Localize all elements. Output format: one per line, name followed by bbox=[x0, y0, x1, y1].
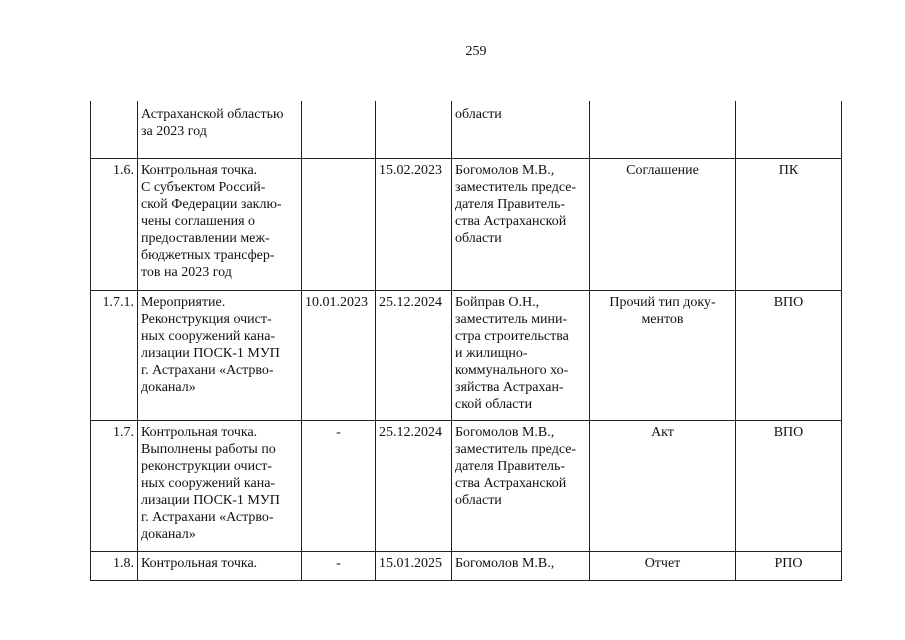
event-name: Контрольная точка. bbox=[138, 551, 302, 580]
end-date: 15.01.2025 bbox=[376, 551, 452, 580]
end-date: 25.12.2024 bbox=[376, 290, 452, 420]
event-name: Мероприятие. Реконструкция очист- ных сооружений кана- лизации ПОСК-1 МУП г. Астрахани «Астрво- доканал» bbox=[138, 290, 302, 420]
control-level: ВПО bbox=[736, 290, 842, 420]
start-date: - bbox=[302, 551, 376, 580]
end-date bbox=[376, 101, 452, 158]
row-number: 1.7. bbox=[91, 420, 138, 551]
table-row bbox=[91, 551, 842, 580]
table-row bbox=[91, 290, 842, 420]
start-date bbox=[302, 101, 376, 158]
responsible-person: области bbox=[452, 101, 590, 158]
row-number bbox=[91, 101, 138, 158]
row-number: 1.8. bbox=[91, 551, 138, 580]
responsible-person: Богомолов М.В., bbox=[452, 551, 590, 580]
start-date: - bbox=[302, 420, 376, 551]
row-number: 1.6. bbox=[91, 158, 138, 290]
responsible-person: Бойправ О.Н., заместитель мини- стра строительства и жилищно- коммунального хо- зяйства Астрахан- ской области bbox=[452, 290, 590, 420]
document-type: Отчет bbox=[590, 551, 736, 580]
table-row bbox=[91, 420, 842, 551]
event-name: Контрольная точка. С субъектом Россий- ской Федерации заклю- чены соглашения о предоставлении меж- бюджетных трансфер- тов на 2023 год bbox=[138, 158, 302, 290]
control-level bbox=[736, 101, 842, 158]
responsible-person: Богомолов М.В., заместитель предсе- дателя Правитель- ства Астраханской области bbox=[452, 158, 590, 290]
event-name: Контрольная точка. Выполнены работы по реконструкции очист- ных сооружений кана- лизации ПОСК-1 МУП г. Астрахани «Астрво- доканал» bbox=[138, 420, 302, 551]
page-number: 259 bbox=[465, 44, 487, 59]
responsible-person: Богомолов М.В., заместитель предсе- дателя Правитель- ства Астраханской области bbox=[452, 420, 590, 551]
event-name: Астраханской областью за 2023 год bbox=[138, 101, 302, 158]
table-row bbox=[91, 101, 842, 158]
document-type: Соглашение bbox=[590, 158, 736, 290]
document-type: Прочий тип доку- ментов bbox=[590, 290, 736, 420]
document-type bbox=[590, 101, 736, 158]
row-number: 1.7.1. bbox=[91, 290, 138, 420]
start-date: 10.01.2023 bbox=[302, 290, 376, 420]
control-level: ВПО bbox=[736, 420, 842, 551]
plan-table bbox=[90, 101, 842, 581]
end-date: 25.12.2024 bbox=[376, 420, 452, 551]
document-type: Акт bbox=[590, 420, 736, 551]
control-level: ПК bbox=[736, 158, 842, 290]
start-date bbox=[302, 158, 376, 290]
table-row bbox=[91, 158, 842, 290]
end-date: 15.02.2023 bbox=[376, 158, 452, 290]
control-level: РПО bbox=[736, 551, 842, 580]
